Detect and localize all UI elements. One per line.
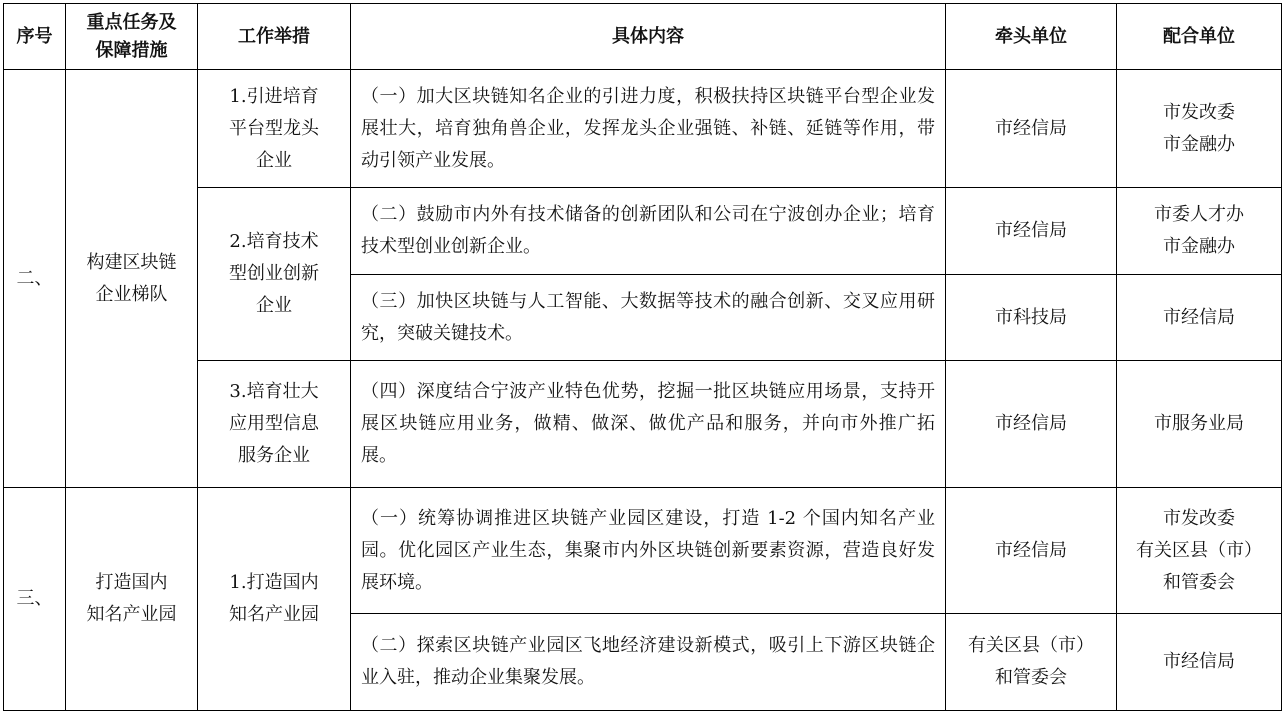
lead-cell: 有关区县（市） 和管委会 — [946, 614, 1117, 711]
task-table — [3, 3, 1282, 711]
header-task: 重点任务及 保障措施 — [66, 4, 198, 70]
seq-cell: 二、 — [4, 70, 66, 488]
coop-cell: 市发改委 有关区县（市） 和管委会 — [1117, 488, 1282, 614]
content-cell: （二）鼓励市内外有技术储备的创新团队和公司在宁波创办企业；培育技术型创业创新企业。 — [351, 188, 946, 275]
lead-cell: 市科技局 — [946, 275, 1117, 361]
lead-cell: 市经信局 — [946, 488, 1117, 614]
content-cell: （二）探索区块链产业园区飞地经济建设新模式，吸引上下游区块链企业入驻，推动企业集聚发展。 — [351, 614, 946, 711]
lead-cell: 市经信局 — [946, 188, 1117, 275]
lead-cell: 市经信局 — [946, 70, 1117, 188]
content-cell: （四）深度结合宁波产业特色优势，挖掘一批区块链应用场景，支持开展区块链应用业务，做精、做深、做优产品和服务，并向市外推广拓展。 — [351, 361, 946, 488]
header-seq: 序号 — [4, 4, 66, 70]
header-coop: 配合单位 — [1117, 4, 1282, 70]
coop-cell: 市发改委 市金融办 — [1117, 70, 1282, 188]
task-cell: 构建区块链 企业梯队 — [66, 70, 198, 488]
content-cell: （三）加快区块链与人工智能、大数据等技术的融合创新、交叉应用研究，突破关键技术。 — [351, 275, 946, 361]
measure-cell: 3.培育壮大 应用型信息 服务企业 — [198, 361, 351, 488]
measure-cell: 1.打造国内 知名产业园 — [198, 488, 351, 711]
measure-cell: 2.培育技术 型创业创新 企业 — [198, 188, 351, 361]
header-measure: 工作举措 — [198, 4, 351, 70]
task-cell: 打造国内 知名产业园 — [66, 488, 198, 711]
header-lead: 牵头单位 — [946, 4, 1117, 70]
table-row — [4, 488, 1282, 614]
header-row — [4, 4, 1282, 70]
lead-cell: 市经信局 — [946, 361, 1117, 488]
content-cell: （一）统筹协调推进区块链产业园区建设，打造 1-2 个国内知名产业园。优化园区产业生态，集聚市内外区块链创新要素资源，营造良好发展环境。 — [351, 488, 946, 614]
seq-cell: 三、 — [4, 488, 66, 711]
coop-cell: 市委人才办 市金融办 — [1117, 188, 1282, 275]
header-content: 具体内容 — [351, 4, 946, 70]
coop-cell: 市经信局 — [1117, 614, 1282, 711]
measure-cell: 1.引进培育 平台型龙头 企业 — [198, 70, 351, 188]
content-cell: （一）加大区块链知名企业的引进力度，积极扶持区块链平台型企业发展壮大，培育独角兽企业，发挥龙头企业强链、补链、延链等作用，带动引领产业发展。 — [351, 70, 946, 188]
coop-cell: 市经信局 — [1117, 275, 1282, 361]
table-row — [4, 70, 1282, 188]
coop-cell: 市服务业局 — [1117, 361, 1282, 488]
